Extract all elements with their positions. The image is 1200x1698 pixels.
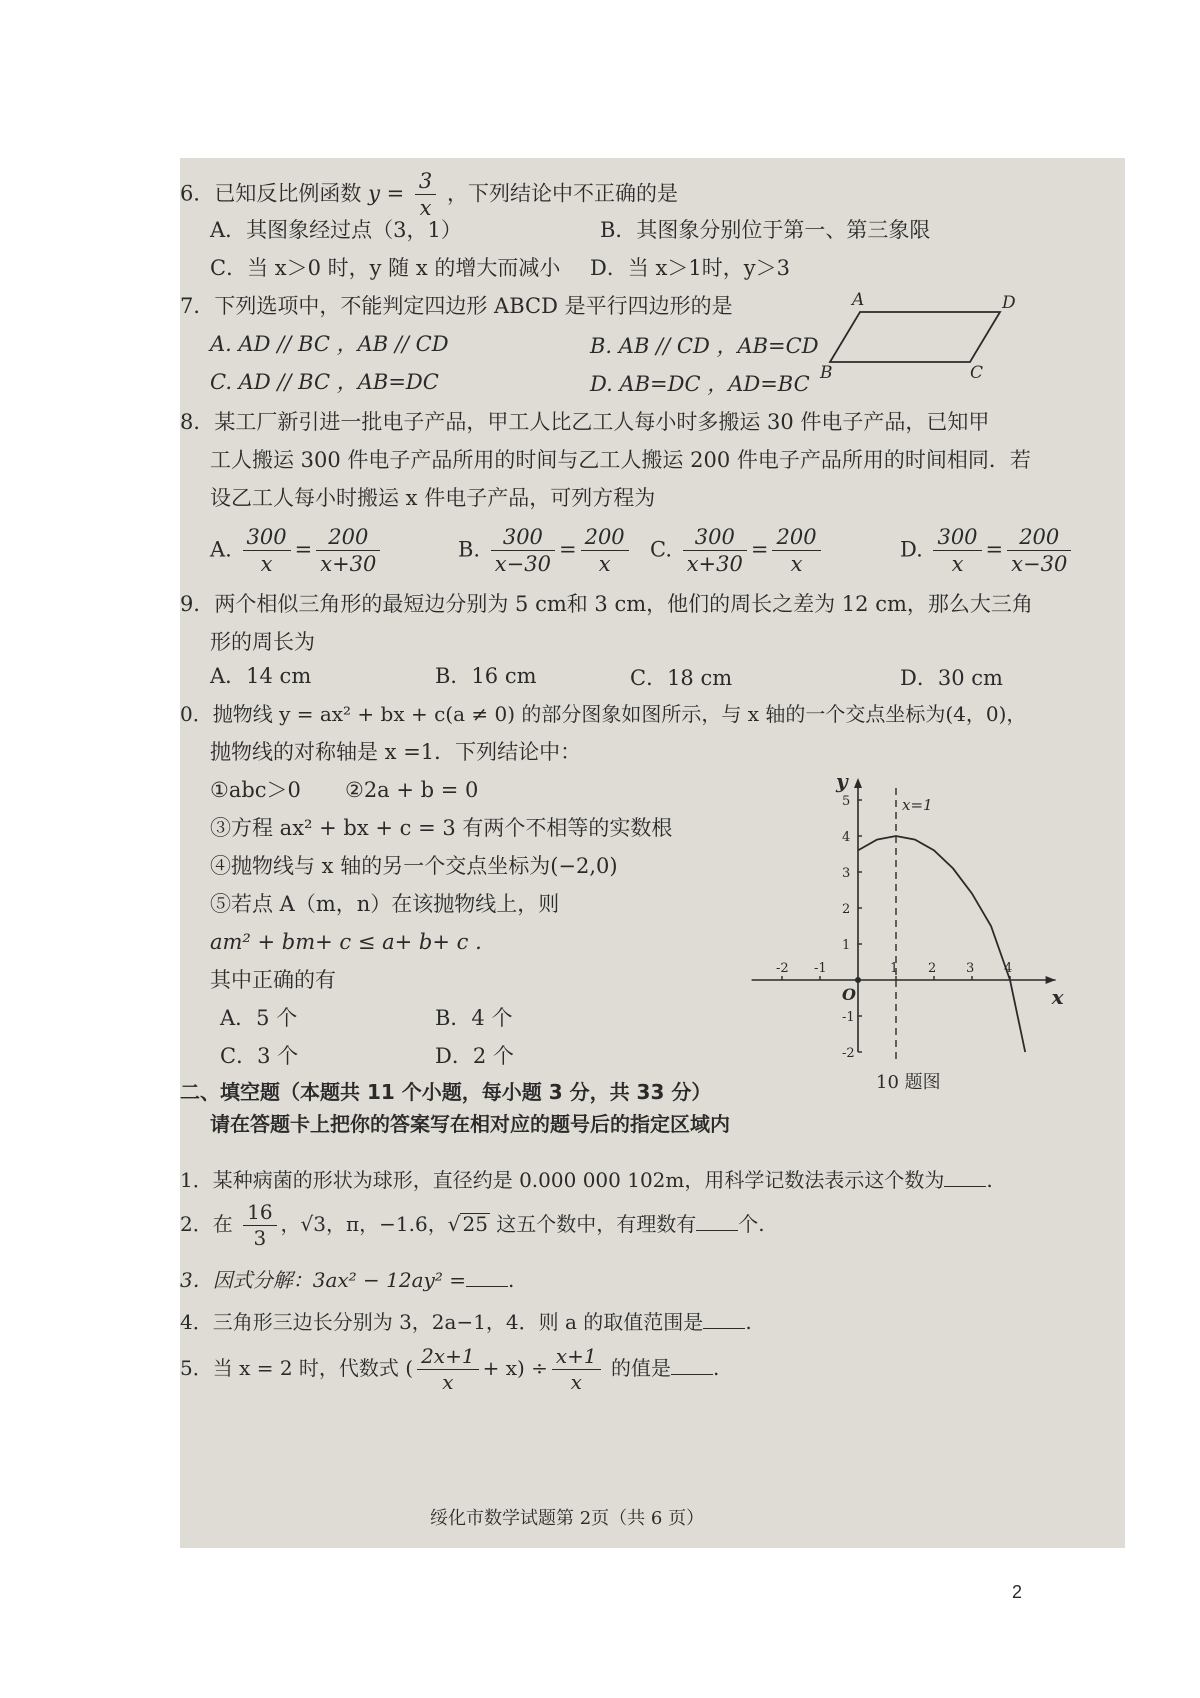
parallelogram-figure <box>820 290 1020 383</box>
fill-q2: 2．在 $\frac{16}{3}$ ，√3，π，−1.6，√ 25 这五个数中，有理数有 个. <box>180 1200 765 1250</box>
q7-option-a: A. AD // BC ，AB // CD <box>210 332 449 356</box>
parallelogram-shape <box>830 312 1000 362</box>
q9-option-b: B．16 cm <box>435 664 537 688</box>
origin-label: O <box>842 985 856 1004</box>
q7-option-d: D. AB=DC ，AD=BC <box>590 372 810 396</box>
y-tick-label: -1 <box>842 1010 855 1025</box>
vertex-label-c: C <box>970 363 984 383</box>
q9-option-c: C．18 cm <box>630 666 733 690</box>
axis-of-symmetry-label: x=1 <box>902 796 933 814</box>
q8-line2: 工人搬运 300 件电子产品所用的时间与乙工人搬运 200 件电子产品所用的时间相同．若 <box>210 448 1031 472</box>
q10-statement-5b: am² + bm+ c ≤ a+ b+ c . <box>210 930 482 954</box>
section2-heading: 二、填空题（本题共 11 个小题，每小题 3 分，共 33 分） <box>180 1080 712 1104</box>
answer-blank <box>466 1286 508 1287</box>
q10-option-d: D．2 个 <box>435 1044 514 1068</box>
q8-line3: 设乙工人每小时搬运 x 件电子产品，可列方程为 <box>210 486 656 510</box>
y-tick-label: 3 <box>842 866 851 881</box>
vertex-label-a: A <box>852 290 865 310</box>
fill-q1: 1．某种病菌的形状为球形，直径约是 0.000 000 102m，用科学记数法表示这个数为 . <box>180 1168 993 1192</box>
fill-q4: 4．三角形三边长分别为 3，2a−1，4．则 a 的取值范围是 . <box>180 1310 752 1334</box>
x-axis-label: x <box>1051 985 1064 1009</box>
q7-stem: 7．下列选项中，不能判定四边形 ABCD 是平行四边形的是 <box>180 294 733 318</box>
q9-line2: 形的周长为 <box>210 630 315 654</box>
q10-option-c: C．3 个 <box>220 1044 299 1068</box>
q10-ask: 其中正确的有 <box>210 968 336 992</box>
vertex-label-b: B <box>820 363 833 383</box>
q8-option-a: A. $\frac{300}{x}$ = $\frac{200}{x+30}$ <box>210 524 384 578</box>
x-axis-arrow <box>1046 976 1056 984</box>
answer-blank <box>703 1328 745 1329</box>
y-tick-label: 5 <box>842 794 851 809</box>
answer-blank <box>944 1186 986 1187</box>
q6-option-a: A．其图象经过点（3，1） <box>210 218 462 242</box>
q6-stem: 6．已知反比例函数 y = $\frac{3}{x}$ ，下列结论中不正确的是 <box>180 169 678 221</box>
y-axis-arrow <box>854 778 862 788</box>
fill-q3: 3．因式分解：3ax² − 12ay² = . <box>180 1268 515 1292</box>
q10-line1: 0．抛物线 y = ax² + bx + c(a ≠ 0) 的部分图象如图所示，与 x 轴的一个交点坐标为(4，0)， <box>180 702 1027 726</box>
answer-blank <box>671 1374 713 1375</box>
fill-q5: 5．当 x = 2 时，代数式 ( $\frac{2x+1}{x}$ + x) ÷ $\frac{x+1}{x}$ 的值是 . <box>180 1344 720 1394</box>
scanned-exam-page <box>180 158 1125 1548</box>
q10-statement-1: ①abc＞0 <box>210 778 301 802</box>
q7-option-b: B. AB // CD ，AB=CD <box>590 334 819 358</box>
y-tick-label: 1 <box>842 938 851 953</box>
q6-option-b: B．其图象分别位于第一、第三象限 <box>600 218 931 242</box>
origin-dot <box>855 977 861 983</box>
x-tick-label: 2 <box>928 961 937 976</box>
q9-line1: 9．两个相似三角形的最短边分别为 5 cm和 3 cm，他们的周长之差为 12 cm，那么大三角 <box>180 592 1033 616</box>
q10-line2: 抛物线的对称轴是 x =1．下列结论中： <box>210 740 582 764</box>
x-tick-label: 1 <box>890 961 899 976</box>
q8-option-d: D. $\frac{300}{x}$ = $\frac{200}{x-30}$ <box>900 524 1075 578</box>
y-tick-label: 2 <box>842 902 851 917</box>
q8-line1: 8．某工厂新引进一批电子产品，甲工人比乙工人每小时多搬运 30 件电子产品，已知甲 <box>180 410 990 434</box>
q7-option-c: C. AD // BC ，AB=DC <box>210 370 439 394</box>
q10-statement-5: ⑤若点 A（m，n）在该抛物线上，则 <box>210 892 560 916</box>
y-tick-label: 4 <box>842 830 851 845</box>
y-tick-label: -2 <box>842 1046 855 1061</box>
x-tick-label: 3 <box>966 961 975 976</box>
chart-caption: 10 题图 <box>876 1072 941 1093</box>
section2-instruction: 请在答题卡上把你的答案写在相对应的题号后的指定区域内 <box>210 1112 730 1136</box>
q6-option-d: D．当 x＞1时，y＞3 <box>590 256 790 280</box>
page-footer: 绥化市数学试题第 2页（共 6 页） <box>430 1508 705 1529</box>
q8-option-c: C. $\frac{300}{x+30}$ = $\frac{200}{x}$ <box>650 524 825 578</box>
y-axis-label: y <box>836 769 848 793</box>
parabola-curve <box>858 836 1025 1052</box>
x-tick-label: -2 <box>776 961 789 976</box>
q9-option-a: A．14 cm <box>210 664 312 688</box>
x-tick-label: 4 <box>1004 961 1013 976</box>
vertex-label-d: D <box>1002 293 1016 313</box>
q10-statement-4: ④抛物线与 x 轴的另一个交点坐标为(−2,0) <box>210 854 618 878</box>
q10-statement-2: ②2a + b = 0 <box>345 778 479 802</box>
q6-fraction: $\frac{3}{x}$ <box>415 168 436 222</box>
q10-option-b: B．4 个 <box>435 1006 513 1030</box>
page-number: 2 <box>1012 1582 1023 1602</box>
q6-option-c: C．当 x＞0 时，y 随 x 的增大而减小 <box>210 256 561 280</box>
q9-option-d: D．30 cm <box>900 666 1003 690</box>
q10-option-a: A．5 个 <box>220 1006 298 1030</box>
q10-statement-3: ③方程 ax² + bx + c = 3 有两个不相等的实数根 <box>210 816 673 840</box>
x-tick-label: -1 <box>814 961 827 976</box>
q10-parabola-chart <box>740 768 1100 1093</box>
answer-blank <box>696 1230 738 1231</box>
q8-option-b: B. $\frac{300}{x-30}$ = $\frac{200}{x}$ <box>458 524 633 578</box>
